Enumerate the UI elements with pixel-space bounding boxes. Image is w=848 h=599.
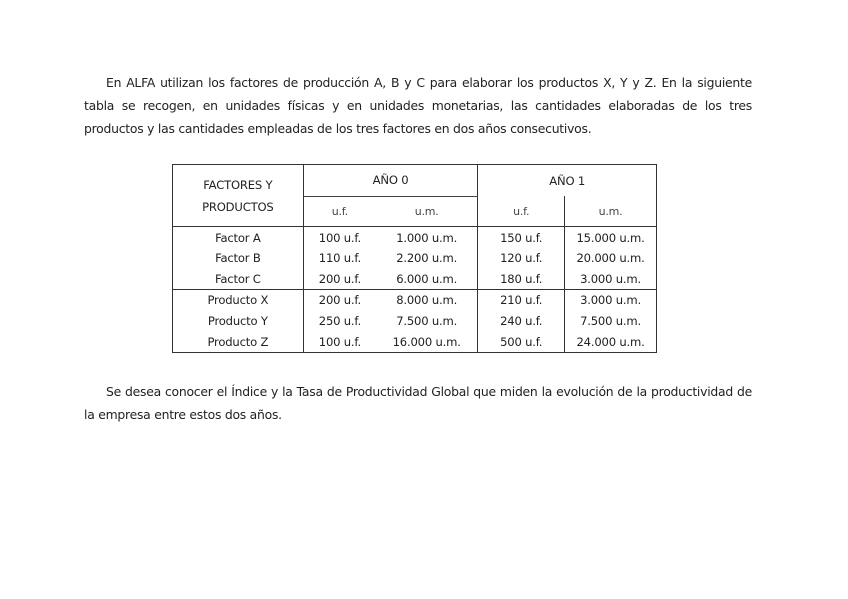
cell-y0-um: 7.500 u.m. xyxy=(396,314,458,329)
row-name: Factor A xyxy=(173,227,304,248)
cell-y1-uf: 180 u.f. xyxy=(478,268,565,289)
cell-y1-uf: 210 u.f. xyxy=(478,290,565,311)
cell-y1-um: 7.500 u.m. xyxy=(565,311,657,332)
cell-y1-uf: 240 u.f. xyxy=(478,311,565,332)
row-name: Producto X xyxy=(173,290,304,311)
cell-y1-um: 15.000 u.m. xyxy=(565,227,657,248)
row-name: Producto Y xyxy=(173,311,304,332)
cell-y0-uf: 100 u.f. xyxy=(303,227,376,248)
table-row xyxy=(173,268,657,289)
table-row xyxy=(173,227,657,248)
year1-um-header: u.m. xyxy=(565,196,657,227)
cell-y0-um: 2.200 u.m. xyxy=(396,251,458,266)
year0-header: AÑO 0 xyxy=(303,165,478,197)
cell-y0-uf: 200 u.f. xyxy=(318,271,361,286)
cell-y1-uf: 500 u.f. xyxy=(478,331,565,352)
table-row xyxy=(173,248,657,269)
year1-header: AÑO 1 xyxy=(478,165,657,197)
header-label-line1: FACTORES Y xyxy=(203,177,273,192)
cell-y0-uf: 200 u.f. xyxy=(303,290,376,311)
cell-y0-uf: 100 u.f. xyxy=(318,334,361,349)
cell-y1-um: 20.000 u.m. xyxy=(565,248,657,269)
cell-y0-um: 6.000 u.m. xyxy=(396,271,458,286)
year1-uf-header: u.f. xyxy=(478,196,565,227)
cell-y0-um: 16.000 u.m. xyxy=(392,334,461,349)
cell-y0-uf: 110 u.f. xyxy=(318,251,361,266)
intro-paragraph: En ALFA utilizan los factores de producción A, B y C para elaborar los productos X, Y y Z. En la siguiente tabla se recogen, en unidades físicas y en unidades monetarias, las cantidades elaboradas de los tres productos y las cantidades empleadas de los tres factores en dos años consecutivos. xyxy=(84,75,752,136)
table-row xyxy=(173,311,657,332)
table-row xyxy=(173,290,657,311)
cell-y1-uf: 120 u.f. xyxy=(478,248,565,269)
cell-y1-uf: 150 u.f. xyxy=(478,227,565,248)
cell-y0-uf: 250 u.f. xyxy=(318,314,361,329)
cell-y1-um: 3.000 u.m. xyxy=(565,290,657,311)
year0-um-header: u.m. xyxy=(414,204,439,218)
header-label-line2: PRODUCTOS xyxy=(202,199,274,214)
cell-y1-um: 24.000 u.m. xyxy=(565,331,657,352)
row-name: Factor C xyxy=(173,268,304,289)
factors-products-table xyxy=(172,164,657,353)
row-name: Factor B xyxy=(173,248,304,269)
question-paragraph: Se desea conocer el Índice y la Tasa de Productividad Global que miden la evolución de la productividad de la empresa entre estos dos años. xyxy=(84,384,752,422)
table-row xyxy=(173,331,657,352)
cell-y1-um: 3.000 u.m. xyxy=(565,268,657,289)
cell-y0-um: 8.000 u.m. xyxy=(376,290,478,311)
row-name: Producto Z xyxy=(173,331,304,352)
cell-y0-um: 1.000 u.m. xyxy=(376,227,478,248)
year0-uf-header: u.f. xyxy=(331,204,348,218)
table-header-label xyxy=(173,165,304,227)
